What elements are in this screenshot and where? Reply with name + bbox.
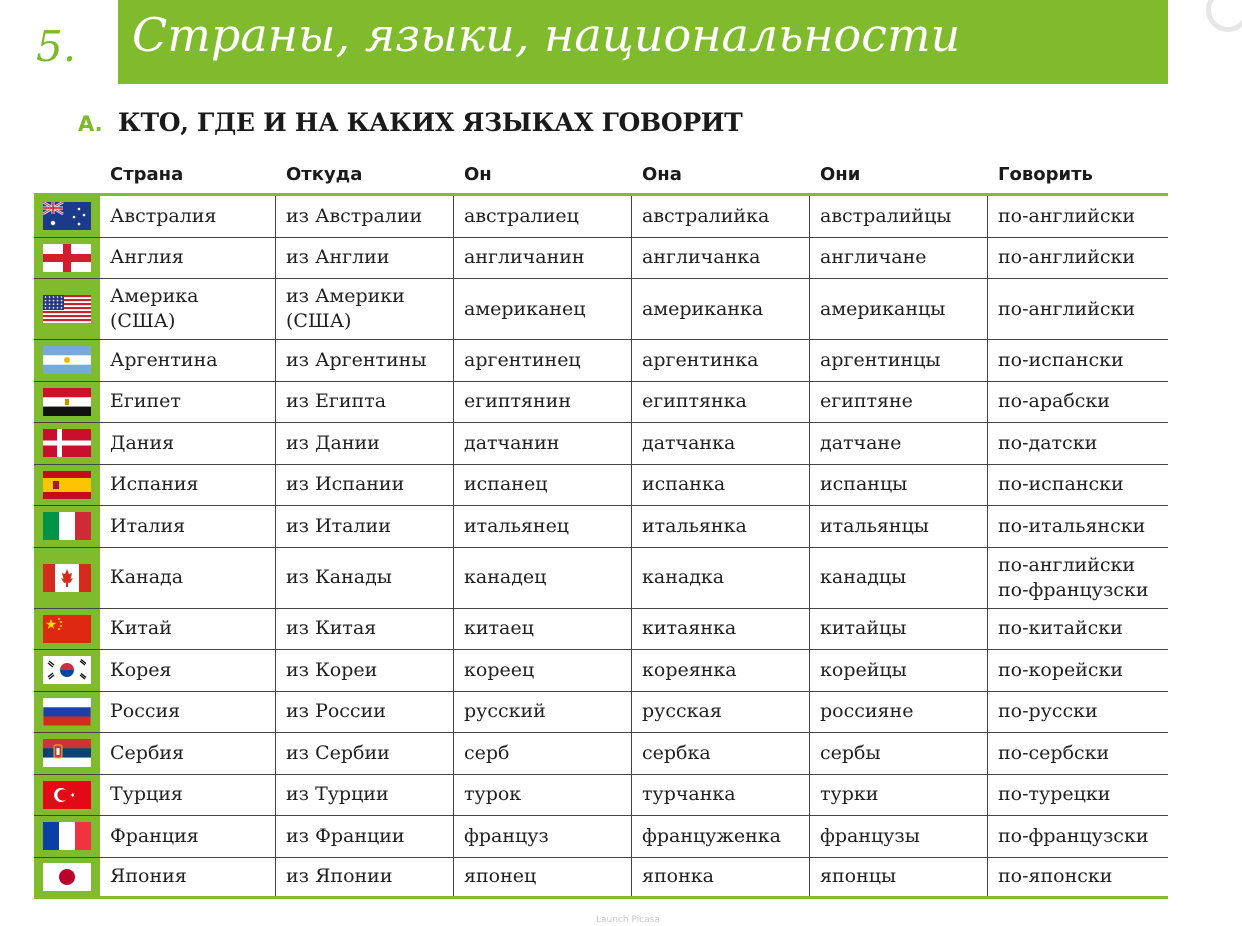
table-row xyxy=(34,650,1168,692)
china-flag-icon xyxy=(43,615,91,643)
table-row xyxy=(34,692,1168,734)
flag-cell xyxy=(34,196,100,237)
cell-speak: по-японски xyxy=(998,865,1113,888)
italy-flag-icon xyxy=(43,512,91,540)
flag-cell xyxy=(34,609,100,650)
cell-speak: по-итальянски xyxy=(998,514,1146,537)
cell-she: японка xyxy=(632,858,810,897)
table-row xyxy=(34,340,1168,382)
cell-speak: по-корейски xyxy=(998,658,1124,681)
header-they: Они xyxy=(820,163,861,185)
turkey-flag-icon xyxy=(43,781,91,809)
cell-she: сербка xyxy=(632,733,810,774)
cell-he: китаец xyxy=(454,609,632,650)
table-row xyxy=(34,733,1168,775)
page-title: Страны, языки, национальности xyxy=(132,8,961,62)
header-she: Она xyxy=(642,163,682,185)
cell-speak: по-французски xyxy=(998,824,1149,847)
table-row xyxy=(34,775,1168,817)
cell-they: испанцы xyxy=(810,465,988,506)
cell-she: русская xyxy=(632,692,810,733)
cell-they: турки xyxy=(810,775,988,816)
flag-cell xyxy=(34,733,100,774)
cell-country: Китай xyxy=(100,609,276,650)
flag-cell xyxy=(34,238,100,279)
cell-speak: по-турецки xyxy=(998,783,1111,806)
cell-they: американцы xyxy=(810,279,988,339)
cell-from: из Китая xyxy=(276,609,454,650)
cell-speak: по-арабски xyxy=(998,390,1110,413)
cell-he: испанец xyxy=(454,465,632,506)
cell-they: сербы xyxy=(810,733,988,774)
cell-speak: по-сербски xyxy=(998,741,1110,764)
cell-he: француз xyxy=(454,816,632,857)
cell-from: из Австралии xyxy=(276,196,454,237)
cell-from: из Италии xyxy=(276,506,454,547)
cell-country: Египет xyxy=(100,382,276,423)
cell-country: Америка (США) xyxy=(100,279,276,339)
flag-cell xyxy=(34,816,100,857)
cell-she: испанка xyxy=(632,465,810,506)
cell-he: японец xyxy=(454,858,632,897)
header-from: Откуда xyxy=(286,163,363,185)
cell-he: аргентинец xyxy=(454,340,632,381)
cell-he: турок xyxy=(454,775,632,816)
cell-he: датчанин xyxy=(454,423,632,464)
usa-flag-icon xyxy=(43,295,91,323)
cell-they: японцы xyxy=(810,858,988,897)
table-header xyxy=(34,155,1168,196)
cell-she: канадка xyxy=(632,548,810,608)
cell-speak: по-датски xyxy=(998,431,1098,454)
egypt-flag-icon xyxy=(43,388,91,416)
cell-he: англичанин xyxy=(454,238,632,279)
cell-country: Франция xyxy=(100,816,276,857)
table-row xyxy=(34,423,1168,465)
table-body xyxy=(34,196,1168,899)
cell-from: из Кореи xyxy=(276,650,454,691)
table-row xyxy=(34,548,1168,609)
cell-she: египтянка xyxy=(632,382,810,423)
england-flag-icon xyxy=(43,244,91,272)
cell-country: Корея xyxy=(100,650,276,691)
flag-cell xyxy=(34,692,100,733)
cell-they: австралийцы xyxy=(810,196,988,237)
cell-from: из Америки (США) xyxy=(276,279,454,339)
table-row xyxy=(34,609,1168,651)
cell-they: китайцы xyxy=(810,609,988,650)
header-he: Он xyxy=(464,163,492,185)
serbia-flag-icon xyxy=(43,739,91,767)
corner-circle-icon xyxy=(1206,0,1242,32)
footnote: Launch Picasa xyxy=(596,915,660,925)
cell-she: турчанка xyxy=(632,775,810,816)
nationality-table xyxy=(34,155,1168,899)
cell-speak: по-английски по-французски xyxy=(998,553,1149,601)
flag-cell xyxy=(34,279,100,339)
table-row xyxy=(34,238,1168,280)
cell-country: Турция xyxy=(100,775,276,816)
flag-cell xyxy=(34,465,100,506)
cell-from: из Испании xyxy=(276,465,454,506)
flag-cell xyxy=(34,858,100,897)
cell-he: кореец xyxy=(454,650,632,691)
cell-he: итальянец xyxy=(454,506,632,547)
australia-flag-icon xyxy=(43,202,91,230)
cell-country: Россия xyxy=(100,692,276,733)
table-row xyxy=(34,506,1168,548)
cell-country: Англия xyxy=(100,238,276,279)
cell-country: Дания xyxy=(100,423,276,464)
cell-speak: по-английски xyxy=(998,246,1136,269)
cell-they: корейцы xyxy=(810,650,988,691)
flag-cell xyxy=(34,382,100,423)
cell-country: Япония xyxy=(100,858,276,897)
cell-they: французы xyxy=(810,816,988,857)
cell-he: австралиец xyxy=(454,196,632,237)
cell-country: Аргентина xyxy=(100,340,276,381)
cell-she: итальянка xyxy=(632,506,810,547)
cell-country: Канада xyxy=(100,548,276,608)
flag-cell xyxy=(34,506,100,547)
france-flag-icon xyxy=(43,822,91,850)
flag-cell xyxy=(34,423,100,464)
cell-they: датчане xyxy=(810,423,988,464)
cell-from: из Англии xyxy=(276,238,454,279)
cell-speak: по-китайски xyxy=(998,617,1123,640)
cell-from: из России xyxy=(276,692,454,733)
cell-she: американка xyxy=(632,279,810,339)
cell-he: американец xyxy=(454,279,632,339)
korea-flag-icon xyxy=(43,656,91,684)
cell-they: россияне xyxy=(810,692,988,733)
japan-flag-icon xyxy=(43,863,91,891)
cell-they: итальянцы xyxy=(810,506,988,547)
russia-flag-icon xyxy=(43,698,91,726)
cell-she: англичанка xyxy=(632,238,810,279)
flag-cell xyxy=(34,340,100,381)
table-row xyxy=(34,858,1168,900)
cell-from: из Сербии xyxy=(276,733,454,774)
denmark-flag-icon xyxy=(43,429,91,457)
cell-she: аргентинка xyxy=(632,340,810,381)
flag-cell xyxy=(34,650,100,691)
cell-they: аргентинцы xyxy=(810,340,988,381)
cell-speak: по-испански xyxy=(998,473,1124,496)
cell-she: кореянка xyxy=(632,650,810,691)
canada-flag-icon xyxy=(43,564,91,592)
cell-country: Испания xyxy=(100,465,276,506)
table-row xyxy=(34,816,1168,858)
cell-he: египтянин xyxy=(454,382,632,423)
header-country: Страна xyxy=(110,163,184,185)
section-title: КТО, ГДЕ И НА КАКИХ ЯЗЫКАХ ГОВОРИТ xyxy=(118,108,743,137)
cell-they: канадцы xyxy=(810,548,988,608)
table-row xyxy=(34,196,1168,238)
cell-he: канадец xyxy=(454,548,632,608)
cell-from: из Японии xyxy=(276,858,454,897)
cell-she: француженка xyxy=(632,816,810,857)
cell-they: англичане xyxy=(810,238,988,279)
cell-he: серб xyxy=(454,733,632,774)
cell-they: египтяне xyxy=(810,382,988,423)
header-speak: Говорить xyxy=(998,163,1093,185)
title-bar xyxy=(118,0,1168,84)
cell-she: датчанка xyxy=(632,423,810,464)
table-row xyxy=(34,279,1168,340)
cell-from: из Турции xyxy=(276,775,454,816)
cell-she: австралийка xyxy=(632,196,810,237)
cell-she: китаянка xyxy=(632,609,810,650)
cell-from: из Дании xyxy=(276,423,454,464)
cell-country: Сербия xyxy=(100,733,276,774)
cell-speak: по-английски xyxy=(998,297,1136,320)
cell-speak: по-английски xyxy=(998,204,1136,227)
cell-from: из Египта xyxy=(276,382,454,423)
cell-he: русский xyxy=(454,692,632,733)
table-row xyxy=(34,465,1168,507)
cell-from: из Франции xyxy=(276,816,454,857)
section-letter: A. xyxy=(78,112,103,136)
flag-cell xyxy=(34,548,100,608)
cell-from: из Аргентины xyxy=(276,340,454,381)
flag-cell xyxy=(34,775,100,816)
cell-country: Австралия xyxy=(100,196,276,237)
cell-from: из Канады xyxy=(276,548,454,608)
cell-country: Италия xyxy=(100,506,276,547)
chapter-number: 5. xyxy=(36,22,77,71)
cell-speak: по-русски xyxy=(998,700,1098,723)
cell-speak: по-испански xyxy=(998,348,1124,371)
table-row xyxy=(34,382,1168,424)
spain-flag-icon xyxy=(43,471,91,499)
argentina-flag-icon xyxy=(43,346,91,374)
